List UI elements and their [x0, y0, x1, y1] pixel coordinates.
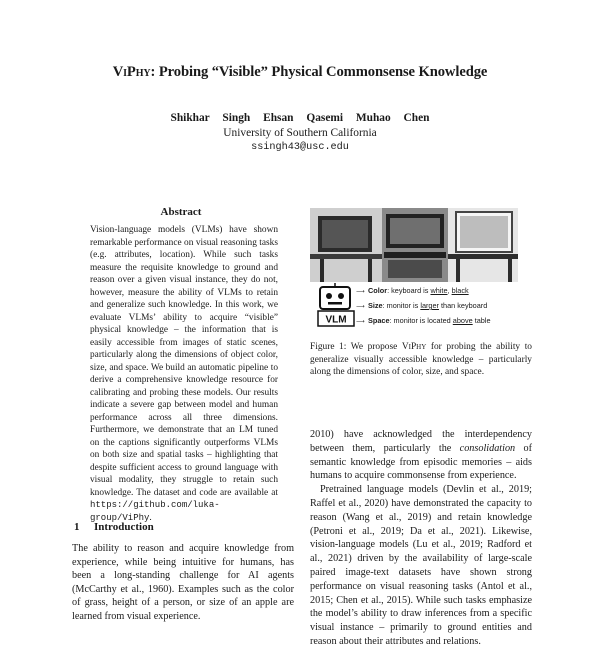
caption-prefix: Figure 1: We propose: [310, 342, 402, 352]
figure-text: than keyboard: [438, 301, 488, 310]
figure-caption: [310, 341, 532, 379]
author-list: Shikhar Singh Ehsan Qasemi Muhao Chen: [170, 112, 430, 124]
paragraph-text: of semantic knowledge from episodic memories – aids humans to acquire commonsense from experience.: [310, 442, 532, 482]
abstract-text: Vision-language models (VLMs) have shown remarkable performance on visual reasoning tasks (e.g. attributes, location). While such tasks measure the requisite knowledge to ground and reason over a given visual instance, they do not, however, measure the ability of VLMs to retain and generalize such knowledge. In this work, we evaluate VLMs’ ability to acquire “visible” physical knowledge – the information that is easily accessible from images of static scenes, particularly along the dimensions of object color, size, and space. We build an automatic pipeline to derive a comprehensive knowledge resource for calibrating and probing these models. Our results indicate a severe gap between model and human performance across all three dimensions. Furthermore, we demonstrate that an LM tuned on the captions significantly outperforms VLMs on both size and spatial tasks – highlighting that despite sufficient access to ground language with visual modality, they struggle to retain such knowledge. The dataset and code are available at: [90, 225, 278, 498]
arrow-icon: ⟶: [356, 289, 365, 295]
paragraph-text: 2010) have acknowledged the interdependency between them, particularly the: [310, 429, 532, 454]
paper-title: [60, 64, 540, 81]
figure-text: table: [472, 316, 491, 325]
desk-photo: [310, 208, 518, 282]
figure-key: Space: [368, 316, 390, 325]
figure-key: Color: [368, 286, 388, 295]
affiliation: University of Southern California: [223, 127, 377, 139]
figure-photo-strip: [310, 208, 518, 282]
arrow-icon: ⟶: [356, 304, 365, 310]
abstract-body: [90, 224, 278, 524]
right-paragraph-2: Pretrained language models (Devlin et al., 2019; Raffel et al., 2020) have demonstrated the capacity to reason (Wang et al., 2019) and retain knowledge (Petroni et al., 2019; Da et al., 2021). Likewise, vision-language models (Lu et al., 2019; Radford et al., 2021) driven by the availability of large-scale paired image-text datasets have shown strong performance on visual reasoning tasks (Antol et al., 2015; Chen et al., 2015). While such tasks emphasize the model’s ability to draw inferences from a specific visual instance – primarily to ground entities and reason about their attributes and relations.: [310, 484, 532, 647]
title-name: ViPhy: [112, 64, 151, 80]
figure-separator: ,: [447, 286, 452, 295]
figure-row-size: [356, 301, 487, 312]
arrow-icon: ⟶: [356, 319, 365, 325]
abstract-heading: Abstract: [160, 206, 202, 218]
right-paragraph-1: [310, 428, 532, 483]
robot-label: VLM: [325, 314, 347, 326]
figure-row-space: [356, 316, 491, 327]
figure-value: black: [451, 286, 469, 295]
figure-text: : keyboard is: [387, 286, 431, 295]
section-number: 1: [74, 521, 80, 533]
title-rest: : Probing “Visible” Physical Commonsense Knowledge: [150, 64, 488, 80]
figure-text: : monitor is: [382, 301, 421, 310]
figure-row-color: [356, 286, 469, 297]
figure-value: larger: [420, 301, 439, 310]
figure-value: above: [452, 316, 473, 325]
caption-name: ViPhy: [401, 342, 427, 352]
introduction-body: [72, 542, 294, 624]
introduction-heading: [74, 521, 294, 533]
right-column-body: [310, 428, 532, 649]
figure-key: Size: [368, 301, 383, 310]
robot-icon: [316, 283, 356, 327]
author-email: ssingh43@usc.edu: [251, 142, 349, 153]
abstract-url: https://github.com/luka-group/ViPhy: [90, 500, 220, 523]
figure-value: white: [430, 286, 448, 295]
caption-text: for probing the ability to generalize visually accessible knowledge – particularly along the dimensions of color, size, and space.: [310, 342, 532, 377]
introduction-paragraph: The ability to reason and acquire knowledge from experience, while being intuitive for humans, has been a long-standing challenge for AI agents (McCarthy et al., 1960). Examples such as the color of grass, height of a person, or size of an apple are learned from visual experience.: [72, 543, 294, 622]
figure-text: : monitor is located: [389, 316, 453, 325]
abstract-end: .: [149, 512, 152, 523]
emphasis-text: consolidation: [459, 442, 516, 454]
section-title: Introduction: [94, 521, 154, 533]
